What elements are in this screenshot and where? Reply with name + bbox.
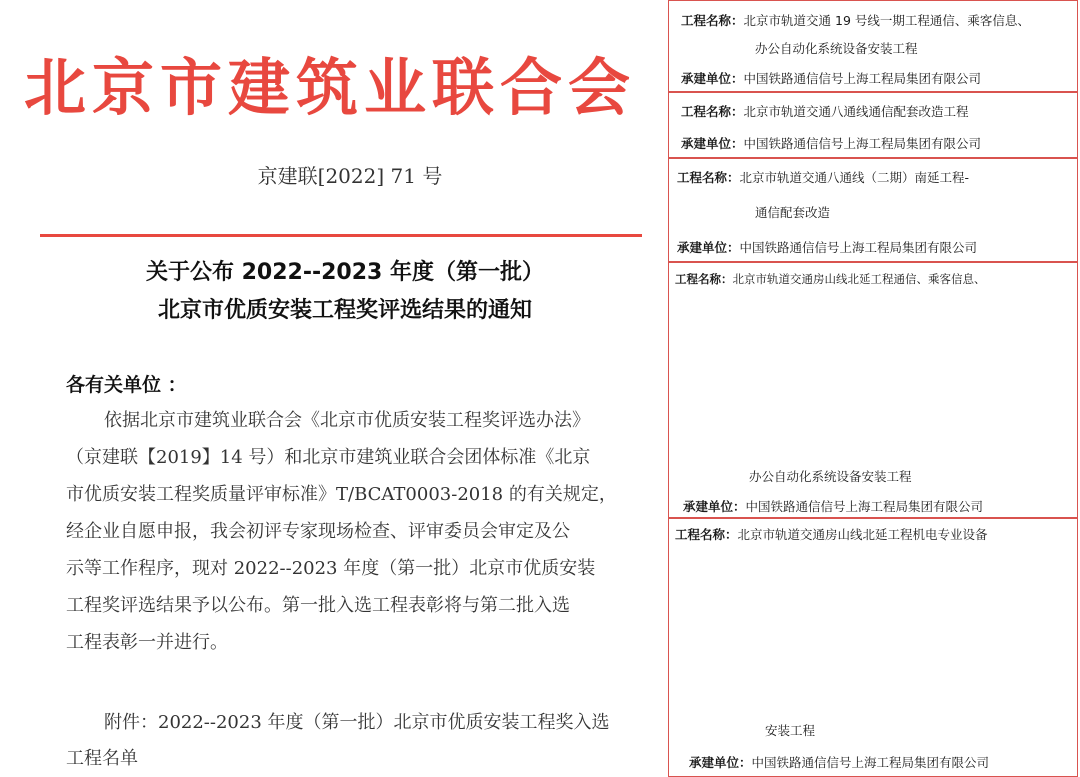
body-line: 示等工作程序，现对 2022--2023 年度（第一批）北京市优质安装: [66, 558, 596, 579]
contractor-name: 中国铁路通信信号上海工程局集团有限公司: [739, 240, 978, 255]
project-name: 北京市轨道交通房山线北延工程机电专业设备: [737, 527, 988, 542]
project-name-cont: 安装工程: [765, 723, 816, 738]
notice-title-line2: 北京市优质安装工程奖评选结果的通知: [157, 298, 532, 323]
contractor-label: 承建单位：: [689, 755, 752, 770]
project-entry: [668, 518, 1078, 777]
attachment-line2: 工程名单: [66, 748, 138, 769]
body-line: 工程奖评选结果予以公布。第一批入选工程表彰将与第二批入选: [66, 595, 570, 616]
project-name: 北京市轨道交通 19 号线一期工程通信、乘客信息、: [743, 13, 1030, 28]
red-divider: [40, 234, 642, 237]
project-list: [668, 0, 1080, 777]
project-name: 北京市轨道交通房山线北延工程通信、乘客信息、: [732, 272, 986, 286]
project-entry: [668, 92, 1078, 158]
body-line: （京建联【2019】14 号）和北京市建筑业联合会团体标准《北京: [66, 447, 591, 468]
body-line: 经企业自愿申报，我会初评专家现场检查、评审委员会审定及公: [66, 521, 570, 542]
project-label: 工程名称：: [681, 13, 744, 28]
project-name-cont: 通信配套改造: [755, 205, 831, 220]
body-line: 市优质安装工程奖质量评审标准》T/BCAT0003-2018 的有关规定，: [66, 484, 617, 505]
project-name: 北京市轨道交通八通线通信配套改造工程: [743, 104, 969, 119]
contractor-label: 承建单位：: [681, 136, 744, 151]
project-entry: [668, 158, 1078, 262]
project-entry: [668, 0, 1078, 92]
project-name: 北京市轨道交通八通线（二期）南延工程-: [739, 170, 970, 185]
contractor-name: 中国铁路通信信号上海工程局集团有限公司: [745, 499, 984, 514]
contractor-label: 承建单位：: [677, 240, 740, 255]
doc-number: 京建联[2022] 71 号: [257, 164, 443, 188]
project-label: 工程名称：: [675, 272, 733, 286]
project-entry: [668, 262, 1078, 518]
attachment-line1: 附件：2022--2023 年度（第一批）北京市优质安装工程奖入选: [104, 712, 610, 733]
salutation: 各有关单位 ：: [66, 374, 187, 396]
project-name-cont: 办公自动化系统设备安装工程: [755, 41, 918, 56]
contractor-name: 中国铁路通信信号上海工程局集团有限公司: [751, 755, 990, 770]
project-label: 工程名称：: [677, 170, 740, 185]
org-title: 北京市建筑业联合会: [23, 51, 636, 124]
notice-title-line1: 关于公布 2022--2023 年度（第一批）: [145, 260, 545, 285]
contractor-label: 承建单位：: [681, 71, 744, 86]
contractor-label: 承建单位：: [683, 499, 746, 514]
project-label: 工程名称：: [675, 527, 738, 542]
contractor-name: 中国铁路通信信号上海工程局集团有限公司: [743, 136, 982, 151]
project-label: 工程名称：: [681, 104, 744, 119]
body-line: 依据北京市建筑业联合会《北京市优质安装工程奖评选办法》: [104, 410, 590, 431]
body-line: 工程表彰一并进行。: [66, 632, 228, 653]
project-name-cont: 办公自动化系统设备安装工程: [749, 469, 912, 484]
contractor-name: 中国铁路通信信号上海工程局集团有限公司: [743, 71, 982, 86]
